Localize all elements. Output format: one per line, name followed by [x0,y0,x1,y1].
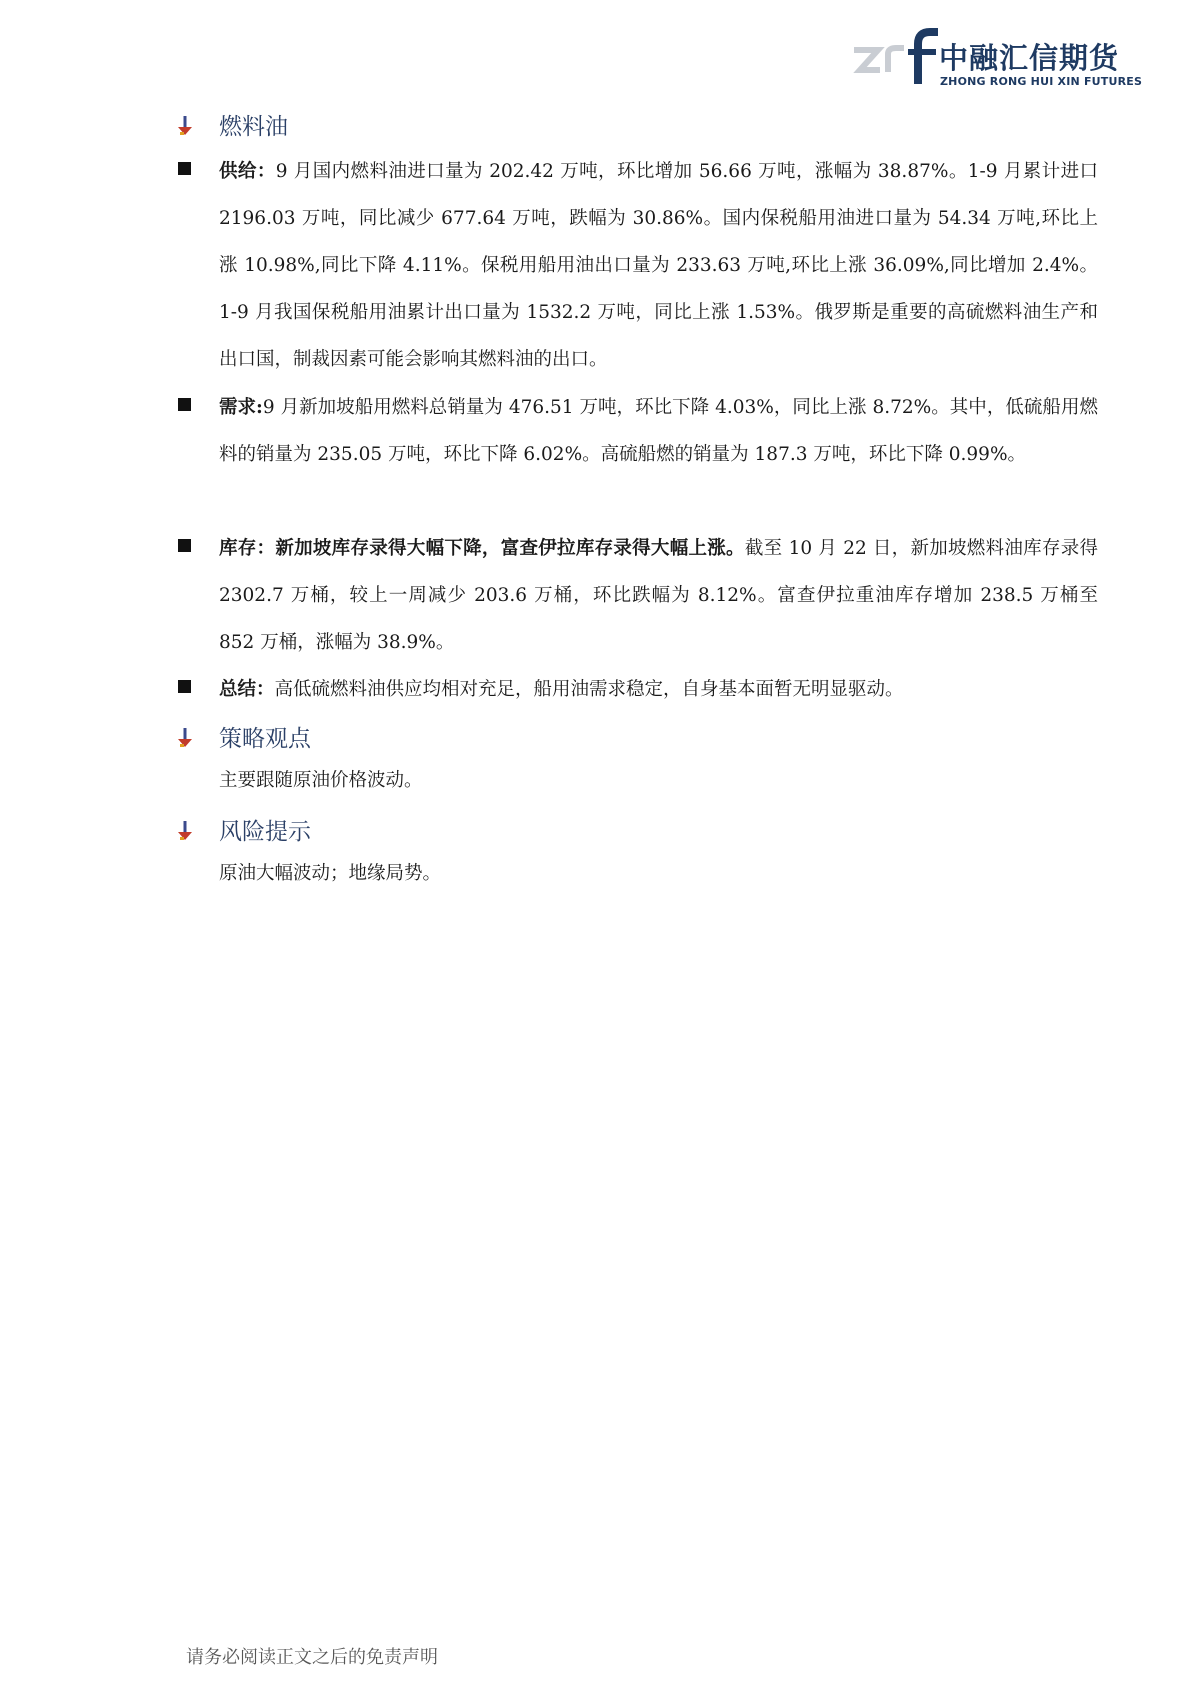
section-title: 燃料油 [219,114,288,140]
arrow-down-icon [178,821,192,841]
arrow-down-icon [178,116,192,136]
strategy-text: 主要跟随原油价格波动。 [219,770,423,791]
inventory-bold-text: 新加坡库存录得大幅下降，富查伊拉库存录得大幅上涨。 [275,538,745,559]
summary-text: 高低硫燃料油供应均相对充足，船用油需求稳定，自身基本面暂无明显驱动。 [274,679,904,700]
supply-label: 供给： [219,161,276,182]
arrow-down-icon [178,728,192,748]
footer-disclaimer: 请务必阅读正文之后的免责声明 [186,1647,438,1668]
square-bullet-icon [178,398,191,411]
section-title: 策略观点 [219,726,311,752]
list-item-supply [178,148,1098,383]
square-bullet-icon [178,539,191,552]
supply-text: 9 月国内燃料油进口量为 202.42 万吨，环比增加 56.66 万吨，涨幅为 38.87%。1-9 月累计进口 2196.03 万吨，同比减少 677.64 万吨，跌幅为 30.86%。国内保税船用油进口量为 54.34 万吨,环比上涨 10.98%,同比下降 4.11%。保税用船用油出口量为 233.63 万吨,环比上涨 36.09%,同比增加 2.4%。1-9 月我国保税船用油累计出口量为 1532.2 万吨，同比上涨 1.53%。俄罗斯是重要的高硫燃料油生产和出口国，制裁因素可能会影响其燃料油的出口。 [219,161,1098,370]
list-item-demand [178,384,1098,478]
demand-text: 9 月新加坡船用燃料总销量为 476.51 万吨，环比下降 4.03%，同比上涨 8.72%。其中，低硫船用燃料的销量为 235.05 万吨，环比下降 6.02%。高硫船燃的销量为 187.3 万吨，环比下降 0.99%。 [219,397,1098,465]
logo-english-name: ZHONG RONG HUI XIN FUTURES [940,75,1143,88]
demand-label: 需求: [219,397,263,418]
square-bullet-icon [178,680,191,693]
risk-text: 原油大幅波动；地缘局势。 [219,863,442,884]
inventory-text: 截至 10 月 22 日，新加坡燃料油库存录得 2302.7 万桶，较上一周减少 203.6 万桶，环比跌幅为 8.12%。富查伊拉重油库存增加 238.5 万桶至 852 万桶，涨幅为 38.9%。 [219,538,1098,653]
square-bullet-icon [178,162,191,175]
list-item-summary [178,666,1098,713]
logo-chinese-name: 中融汇信期货 [939,41,1120,75]
list-item-inventory [178,525,1098,666]
inventory-label: 库存： [219,538,276,559]
summary-label: 总结： [219,679,275,700]
zrf-logo-mark-icon [852,26,942,88]
section-title: 风险提示 [219,819,311,845]
company-logo [852,26,1143,92]
